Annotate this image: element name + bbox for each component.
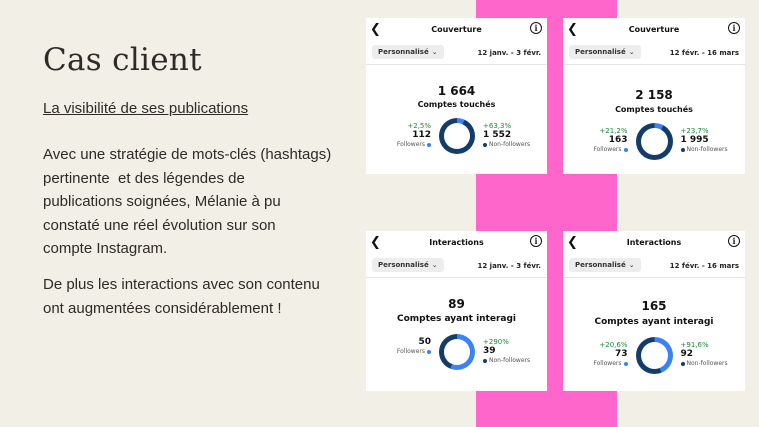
info-icon[interactable]: i bbox=[530, 235, 542, 247]
followers-stat bbox=[593, 341, 627, 368]
followers-stat bbox=[397, 122, 431, 149]
followers-dot-icon bbox=[427, 350, 431, 354]
donut-chart bbox=[636, 123, 673, 160]
followers-count: 112 bbox=[412, 130, 431, 140]
period-dropdown[interactable] bbox=[372, 258, 444, 272]
divider bbox=[366, 277, 547, 278]
period-dropdown-label: Personnalisé bbox=[575, 48, 626, 56]
followers-label: Followers bbox=[593, 146, 622, 153]
slide-title: Cas client bbox=[43, 42, 202, 78]
nonfollowers-count: 1 552 bbox=[483, 130, 512, 140]
followers-count: 73 bbox=[614, 349, 628, 359]
followers-stat bbox=[593, 127, 627, 154]
nonfollowers-label: Non-followers bbox=[489, 141, 531, 148]
nonfollowers-count: 39 bbox=[483, 346, 496, 356]
followers-label: Followers bbox=[396, 348, 425, 355]
filter-bar bbox=[563, 42, 745, 64]
divider bbox=[366, 64, 547, 65]
followers-count: 163 bbox=[608, 135, 628, 145]
period-dropdown[interactable] bbox=[372, 45, 444, 59]
info-icon[interactable]: i bbox=[728, 235, 740, 247]
nonfollowers-change: +91,6% bbox=[680, 341, 709, 349]
card-header bbox=[366, 18, 547, 42]
chevron-down-icon: ⌄ bbox=[628, 48, 635, 56]
insight-card-reach-before bbox=[366, 18, 547, 174]
followers-dot-icon bbox=[427, 143, 431, 147]
date-range: 12 févr. - 16 mars bbox=[669, 262, 739, 270]
paragraph-interactions bbox=[43, 273, 343, 320]
nonfollowers-dot-icon bbox=[483, 143, 487, 147]
info-icon[interactable]: i bbox=[728, 22, 740, 34]
period-dropdown[interactable] bbox=[569, 45, 641, 59]
text-line: compte Instagram. bbox=[43, 240, 168, 257]
insight-card-interactions-before bbox=[366, 231, 547, 391]
date-range: 12 févr. - 16 mars bbox=[669, 49, 739, 57]
nonfollowers-stat bbox=[483, 122, 530, 149]
period-dropdown-label: Personnalisé bbox=[378, 48, 429, 56]
period-dropdown-label: Personnalisé bbox=[575, 261, 626, 269]
total-count: 1 664 bbox=[437, 84, 476, 98]
card-title: Couverture bbox=[431, 25, 482, 34]
total-caption: Comptes touchés bbox=[417, 100, 496, 109]
total-count: 165 bbox=[641, 299, 667, 313]
card-header bbox=[563, 231, 745, 255]
filter-bar bbox=[366, 255, 547, 277]
nonfollowers-count: 92 bbox=[680, 349, 694, 359]
total-caption: Comptes ayant interagi bbox=[396, 314, 517, 324]
followers-label: Followers bbox=[593, 360, 622, 367]
card-header bbox=[366, 231, 547, 255]
card-title: Interactions bbox=[626, 238, 682, 247]
back-arrow-icon[interactable]: ❮ bbox=[370, 235, 381, 250]
nonfollowers-label: Non-followers bbox=[686, 146, 728, 153]
back-arrow-icon[interactable]: ❮ bbox=[567, 235, 578, 250]
total-count: 89 bbox=[448, 297, 465, 311]
text-line: De plus les interactions avec son contenu bbox=[43, 276, 320, 293]
followers-change: +20,6% bbox=[599, 341, 628, 349]
period-dropdown[interactable] bbox=[569, 258, 641, 272]
followers-count: 50 bbox=[418, 337, 431, 347]
text-line: constaté une réel évolution sur son bbox=[43, 216, 276, 234]
nonfollowers-dot-icon bbox=[681, 148, 685, 152]
insight-card-interactions-after bbox=[563, 231, 745, 391]
followers-stat bbox=[397, 338, 431, 356]
nonfollowers-change: +63,3% bbox=[483, 122, 512, 130]
text-line: publications soignées, Mélanie à pu bbox=[43, 193, 281, 210]
followers-change: +2,5% bbox=[407, 122, 431, 130]
filter-bar bbox=[563, 255, 745, 277]
text-line: ont augmentées considérablement ! bbox=[43, 299, 282, 317]
date-range: 12 janv. - 3 févr. bbox=[477, 262, 541, 270]
nonfollowers-stat bbox=[483, 338, 530, 365]
nonfollowers-dot-icon bbox=[483, 359, 487, 363]
divider bbox=[563, 64, 745, 65]
filter-bar bbox=[366, 42, 547, 64]
back-arrow-icon[interactable]: ❮ bbox=[370, 22, 381, 37]
nonfollowers-stat bbox=[681, 127, 728, 154]
total-caption: Comptes ayant interagi bbox=[594, 317, 714, 327]
total-count: 2 158 bbox=[635, 88, 673, 102]
card-title: Interactions bbox=[429, 238, 484, 247]
nonfollowers-dot-icon bbox=[681, 362, 685, 366]
nonfollowers-change: +290% bbox=[483, 338, 509, 346]
followers-dot-icon bbox=[624, 148, 628, 152]
donut-chart bbox=[439, 334, 475, 370]
followers-change: +21,2% bbox=[599, 127, 628, 135]
back-arrow-icon[interactable]: ❮ bbox=[567, 22, 578, 37]
text-line: pertinente et des légendes de bbox=[43, 169, 245, 187]
nonfollowers-label: Non-followers bbox=[489, 357, 531, 364]
slide-subtitle: La visibilité de ses publications bbox=[43, 100, 249, 117]
donut-chart bbox=[636, 337, 673, 374]
divider bbox=[563, 277, 745, 278]
date-range: 12 janv. - 3 févr. bbox=[477, 49, 541, 57]
followers-label: Followers bbox=[396, 141, 425, 148]
nonfollowers-count: 1 995 bbox=[680, 135, 709, 145]
card-title: Couverture bbox=[628, 25, 680, 34]
nonfollowers-label: Non-followers bbox=[686, 360, 728, 367]
followers-dot-icon bbox=[624, 362, 628, 366]
text-line: Avec une stratégie de mots-clés (hashtags) bbox=[43, 146, 332, 163]
nonfollowers-stat bbox=[681, 341, 728, 368]
info-icon[interactable]: i bbox=[530, 22, 542, 34]
chevron-down-icon: ⌄ bbox=[431, 48, 438, 56]
paragraph-strategy bbox=[43, 143, 343, 261]
nonfollowers-change: +23,7% bbox=[680, 127, 709, 135]
total-caption: Comptes touchés bbox=[615, 105, 693, 114]
chevron-down-icon: ⌄ bbox=[431, 261, 438, 269]
insight-card-reach-after bbox=[563, 18, 745, 174]
period-dropdown-label: Personnalisé bbox=[378, 261, 429, 269]
chevron-down-icon: ⌄ bbox=[628, 261, 635, 269]
card-header bbox=[563, 18, 745, 42]
donut-chart bbox=[439, 118, 475, 154]
